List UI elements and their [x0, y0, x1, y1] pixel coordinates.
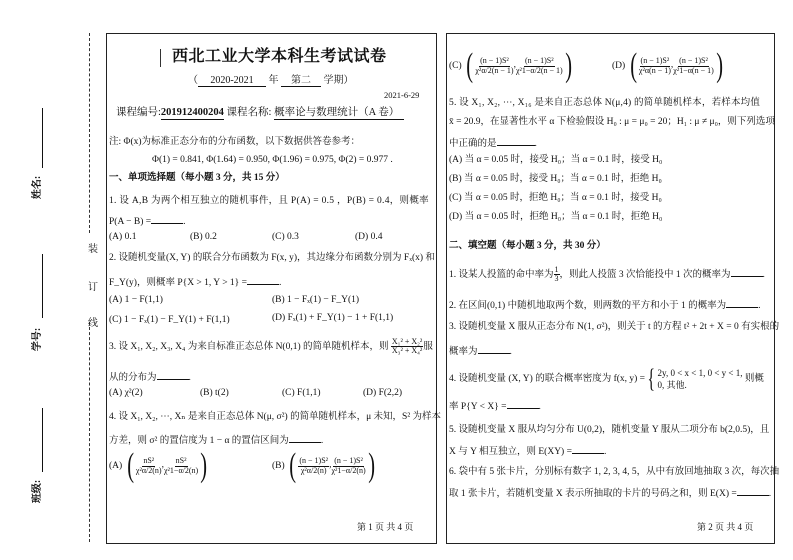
- denominator: χ²1−α/2(n): [331, 465, 366, 475]
- lower-bound: [298, 457, 329, 475]
- numerator: nS²: [143, 456, 155, 466]
- q3-ratio: [391, 338, 423, 356]
- q1-option-b: (B) 0.2: [190, 232, 217, 242]
- q3-option-b: (B) t(2): [200, 388, 229, 398]
- binding-dashed-line: [89, 322, 90, 542]
- numerator: (n − 1)S²: [640, 56, 670, 66]
- fill-q6: 6. 袋中有 5 张卡片，分别标有数字 1, 2, 3, 4, 5，从中有放回地抽取 3 次，每次抽: [449, 467, 780, 477]
- denominator: χ²α(n − 1): [638, 65, 671, 75]
- q5-option-c: (C) 当 α = 0.05 时，拒绝 H₀；当 α = 0.1 时，接受 H₀: [449, 193, 662, 203]
- q3-stem-2: 从的分布为: [109, 373, 157, 383]
- answer-blank[interactable]: [507, 400, 539, 409]
- academic-year: 2020-2021: [198, 76, 266, 87]
- course-name: 概率论与数理统计（A 卷）: [274, 108, 404, 120]
- class-field-line[interactable]: [42, 408, 43, 472]
- q2-option-b: (B) 1 − Fₓ(1) − F_Y(1): [272, 295, 360, 305]
- q5-option-d: (D) 当 α = 0.05 时，拒绝 H₀；当 α = 0.1 时，拒绝 H₀: [449, 212, 663, 222]
- option-label: (A): [109, 461, 123, 472]
- q1-stem: P(A − B) =: [109, 217, 152, 227]
- lower-bound: [475, 57, 513, 75]
- q4-text-2: [109, 434, 323, 447]
- binding-char: 装: [88, 244, 98, 255]
- answer-blank[interactable]: [737, 487, 769, 496]
- q1-option-d: (D) 0.4: [355, 232, 383, 242]
- note-line: 注: Φ(x)为标准正态分布的分布函数，以下数据供答卷参考：: [109, 137, 361, 147]
- student-id-field-line[interactable]: [42, 254, 43, 318]
- course-code: 201912400204: [160, 107, 224, 118]
- interval: ( $\frac{\text{(n − 1)S²}}{\text{χ²α/2(n − 1)}}$ , $\frac{\text{(n − 1)S²}}{\text{χ²1−α/2(n − 1)}}$ ): [466, 47, 572, 84]
- fill-q4-2: [449, 400, 541, 413]
- fill-q5-stem: X 与 Y 相互独立，则 E(XY) =: [449, 447, 572, 457]
- q5-text-2: x̄ = 20.9，在显著性水平 α 下检验假设 H₀ : μ = μ₀ = 20；H₁ : μ ≠ μ₀，则下列选项: [449, 117, 775, 127]
- phi-values: Φ(1) = 0.841, Φ(1.64) = 0.950, Φ(1.96) = 0.975, Φ(2) = 0.977 .: [152, 155, 393, 165]
- q3-option-d: (D) F(2,2): [363, 388, 403, 398]
- denominator: χ²1−α/2(n): [163, 465, 199, 475]
- binding-dashed-line: [89, 33, 90, 233]
- numerator: (n − 1)S²: [299, 456, 329, 466]
- piecewise-row: 0, 其他.: [657, 380, 687, 390]
- answer-blank[interactable]: [289, 434, 321, 443]
- numerator: (n − 1)S²: [679, 56, 708, 66]
- period: .: [758, 301, 761, 311]
- fill-q4: [449, 366, 764, 392]
- q3-option-a: (A) χ²(2): [109, 388, 143, 398]
- q2-text: 2. 设随机变量(X, Y) 的联合分布函数为 F(x, y)，其边缘分布函数分别为 Fₓ(x) 和: [109, 253, 435, 263]
- q4-stem: 方差，则 σ² 的置信度为 1 − α 的置信区间为: [109, 436, 289, 446]
- term-line: [188, 76, 354, 87]
- piecewise-density: { 2y, 0 < x < 1, 0 < y < 1, 0, 其他.: [647, 364, 743, 393]
- answer-blank[interactable]: [497, 137, 535, 146]
- fill-q3-stem: 概率为: [449, 347, 478, 357]
- period: .: [320, 436, 324, 446]
- denominator: 3: [554, 274, 559, 284]
- period: .: [768, 489, 772, 499]
- section1-title: 一、单项选择题（每小题 3 分，共 15 分）: [109, 173, 285, 183]
- name-field-line[interactable]: [42, 108, 43, 168]
- denominator: χ²α/2(n): [135, 465, 162, 475]
- upper-bound: [673, 57, 714, 75]
- fill-q1-stem-2: ，则此人投篮 3 次恰能投中 1 次的概率为: [559, 270, 731, 281]
- term-suffix: 学期）: [323, 75, 354, 86]
- course-code-label: 课程编号:: [116, 107, 161, 118]
- section2-title: 二、填空题（每小题 3 分，共 30 分）: [449, 241, 606, 251]
- numerator: (n − 1)S²: [524, 56, 554, 66]
- q2-text-2: [109, 276, 281, 289]
- q3-text-2: [109, 371, 191, 384]
- answer-blank[interactable]: [157, 371, 189, 380]
- name-label: 姓名:: [32, 175, 44, 200]
- q4-option-c: [449, 49, 574, 83]
- q1-text-2: [109, 215, 186, 228]
- period: .: [183, 217, 186, 227]
- year-suffix: 年: [268, 75, 279, 86]
- q3-text: [109, 338, 433, 356]
- period: .: [762, 270, 765, 281]
- period: .: [188, 373, 191, 383]
- option-label: (C): [449, 61, 462, 72]
- upper-bound: [331, 457, 365, 475]
- numerator: 1: [554, 265, 559, 274]
- answer-blank[interactable]: [478, 345, 510, 354]
- q4-option-a: [109, 449, 210, 483]
- exam-date: 2021-6-29: [384, 90, 420, 100]
- q5-text-3: [449, 137, 537, 150]
- period: .: [538, 402, 541, 412]
- q2-stem: F_Y(y)，则概率 P{X > 1, Y > 1} =: [109, 278, 247, 288]
- student-id-label: 学号:: [32, 327, 44, 352]
- answer-blank[interactable]: [151, 215, 183, 224]
- numerator: (n − 1)S²: [334, 456, 363, 466]
- interval: ( $\frac{\text{(n − 1)S²}}{\text{χ²α/2(n)}}$ , $\frac{\text{(n − 1)S²}}{\text{χ²1−α/2(n)}}$ ): [289, 447, 375, 484]
- denominator: χ²α/2(n): [300, 465, 327, 475]
- binding-char: 订: [88, 282, 98, 293]
- fill-q4-stem-2: 则概: [744, 374, 764, 385]
- fill-q2: [449, 299, 760, 312]
- period: .: [278, 278, 282, 288]
- piecewise-row: 2y, 0 < x < 1, 0 < y < 1,: [657, 367, 743, 378]
- fill-q4-stem: 4. 设随机变量 (X, Y) 的联合概率密度为 f(x, y) =: [449, 374, 646, 385]
- term: 第二: [281, 76, 321, 87]
- q5-option-a: (A) 当 α = 0.05 时，接受 H₀；当 α = 0.1 时，接受 H₀: [449, 155, 663, 165]
- period: .: [603, 447, 607, 457]
- interval: ( $\frac{\text{(n − 1)S²}}{\text{χ²α(n − 1)}}$ , $\frac{\text{(n − 1)S²}}{\text{χ²1−α(n − 1)}}$ ): [629, 47, 723, 84]
- answer-blank[interactable]: [726, 299, 758, 308]
- period: .: [509, 347, 512, 357]
- interval: ( $\frac{\text{nS²}}{\text{χ²α/2(n)}}$ , $\frac{\text{nS²}}{\text{χ²1−α/2(n)}}$ ): [126, 447, 208, 484]
- exam-title: 西北工业大学本科生考试试卷: [172, 48, 387, 65]
- q4-option-d: [612, 49, 725, 83]
- q3-stem: 3. 设 X₁, X₂, X₃, X₄ 为来自标准正态总体 N(0,1) 的简单随机样本，则: [109, 342, 389, 353]
- denominator: χ²1−α(n − 1): [673, 65, 714, 75]
- title-bar: [160, 49, 161, 67]
- answer-blank[interactable]: [247, 276, 279, 285]
- denominator: X₃² + X₄²: [391, 346, 423, 356]
- course-line: [116, 108, 404, 120]
- q1-option-c: (C) 0.3: [272, 232, 299, 242]
- answer-blank[interactable]: [572, 445, 604, 454]
- course-name-label: 课程名称:: [226, 107, 272, 118]
- period: .: [534, 139, 537, 149]
- page-number-1: 第 1 页 共 4 页: [357, 522, 414, 532]
- q5-text: 5. 设 X₁, X₂, ⋯, X₁₆ 是来自正态总体 N(μ,4) 的简单随机样本，若样本均值: [449, 98, 761, 108]
- q2-option-a: (A) 1 − F(1,1): [109, 295, 163, 305]
- answer-blank[interactable]: [731, 268, 763, 277]
- option-label: (B): [272, 461, 285, 472]
- q5-option-b: (B) 当 α = 0.05 时，接受 H₀；当 α = 0.1 时，拒绝 H₀: [449, 174, 662, 184]
- fill-q3: 3. 设随机变量 X 服从正态分布 N(1, σ²)，则关于 t 的方程 t² + 2t + X = 0 有实根的: [449, 322, 780, 332]
- upper-bound: [516, 57, 563, 75]
- q4-text: 4. 设 X₁, X₂, ⋯, Xₙ 是来自正态总体 N(μ, σ²) 的简单随机样本，μ 未知，S² 为样本: [109, 412, 442, 422]
- fill-q6-2: [449, 487, 771, 500]
- fill-q2-stem: 2. 在区间(0,1) 中随机地取两个数，则两数的平方和小于 1 的概率为: [449, 301, 727, 311]
- open-paren: （: [188, 75, 198, 86]
- upper-bound: [164, 457, 198, 475]
- lower-bound: [639, 57, 671, 75]
- class-label: 班级:: [32, 479, 44, 504]
- fill-q1-stem: 1. 设某人投篮的命中率为: [449, 270, 554, 281]
- q2-option-d: (D) Fₓ(1) + F_Y(1) − 1 + F(1,1): [272, 313, 394, 323]
- fill-q5: 5. 设随机变量 X 服从均匀分布 U(0,2)，随机变量 Y 服从二项分布 b(2,0.5)，且: [449, 425, 770, 435]
- fill-q4-stem-3: 率 P{Y < X} =: [449, 402, 507, 412]
- fill-q1: [449, 266, 765, 284]
- fill-q5-2: [449, 445, 606, 458]
- q4-option-b: [272, 449, 377, 483]
- q1-text: 1. 设 A,B 为两个相互独立的随机事件，且 P(A) = 0.5 ，P(B) = 0.4，则概率: [109, 196, 429, 206]
- q1-option-a: (A) 0.1: [109, 232, 137, 242]
- fill-q6-stem: 取 1 张卡片，若随机变量 X 表示所抽取的卡片的号码之和，则 E(X) =: [449, 489, 737, 499]
- q2-option-c: (C) 1 − Fₓ(1) − F_Y(1) + F(1,1): [109, 315, 230, 325]
- fill-q3-2: [449, 345, 512, 358]
- numerator: X₁² + X₂²: [391, 337, 423, 346]
- page-number-2: 第 2 页 共 4 页: [697, 522, 754, 532]
- option-label: (D): [612, 61, 626, 72]
- q5-stem: 中正确的是: [449, 139, 497, 149]
- numerator: (n − 1)S²: [480, 56, 509, 66]
- q3-option-c: (C) F(1,1): [282, 388, 321, 398]
- denominator: χ²1−α/2(n − 1): [515, 65, 563, 75]
- binding-char: 线: [88, 318, 98, 329]
- numerator: nS²: [175, 456, 187, 466]
- q3-after: 服: [423, 342, 433, 353]
- lower-bound: [136, 457, 162, 475]
- denominator: χ²α/2(n − 1): [475, 65, 514, 75]
